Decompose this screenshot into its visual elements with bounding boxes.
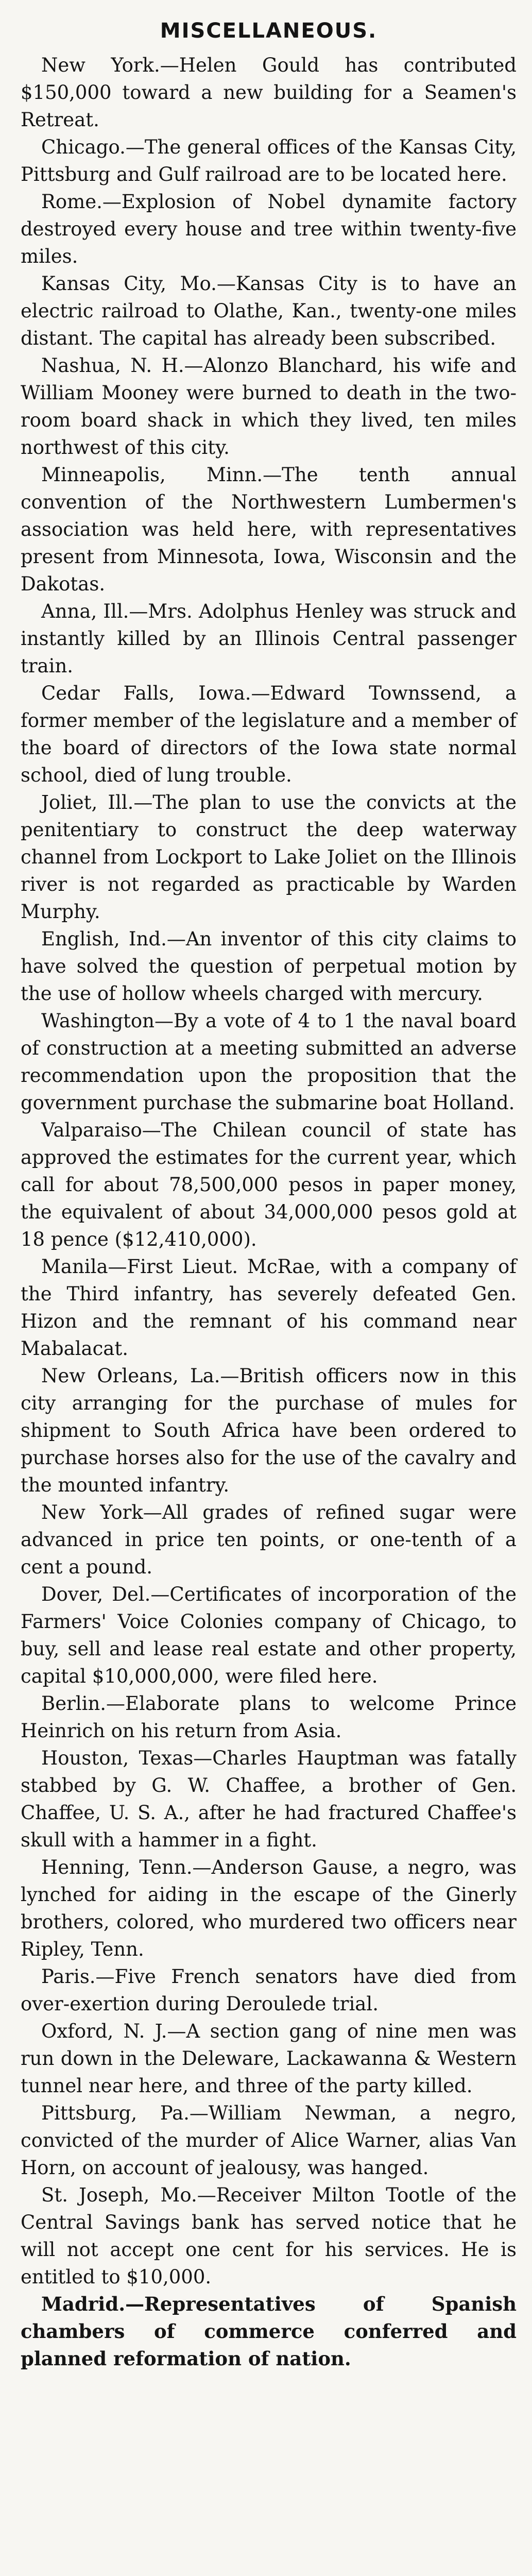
news-item: Joliet, Ill.—The plan to use the convicts at the penitentiary to construct the deep waterway channel from Lockport to Lake Joliet on the Illinois river is not regarded as practicable by Warden Murphy. [21, 791, 517, 923]
news-item: Houston, Texas—Charles Hauptman was fatally stabbed by G. W. Chaffee, a brother of Gen. Chaffee, U. S. A., after he had fractured Chaffee's skull with a hammer in a fight. [21, 1747, 517, 1851]
section-headline: MISCELLANEOUS. [160, 19, 377, 43]
news-item: Washington—By a vote of 4 to 1 the naval board of construction at a meeting submitted an adverse recommendation upon the proposition that the government purchase the submarine boat Holland. [21, 1010, 517, 1114]
news-item: Valparaiso—The Chilean council of state has approved the estimates for the current year, which call for about 78,500,000 pesos in paper money, the equivalent of about 34,000,000 pesos gold at 18 pence ($12,410,000). [21, 1119, 517, 1250]
news-item: Madrid.—Representatives of Spanish chambers of commerce conferred and planned reformation of nation. [21, 2293, 517, 2370]
news-item-list [21, 52, 517, 2372]
news-item: New York.—Helen Gould has contributed $150,000 toward a new building for a Seamen's Retreat. [21, 54, 517, 131]
news-item: Anna, Ill.—Mrs. Adolphus Henley was struck and instantly killed by an Illinois Central passenger train. [21, 600, 517, 677]
news-item: Kansas City, Mo.—Kansas City is to have an electric railroad to Olathe, Kan., twenty-one miles distant. The capital has already been subscribed. [21, 273, 517, 349]
news-item: Manila—First Lieut. McRae, with a company of the Third infantry, has severely defeated Gen. Hizon and the remnant of his command near Mabalacat. [21, 1256, 517, 1360]
news-item: New Orleans, La.—British officers now in this city arranging for the purchase of mules for shipment to South Africa have been ordered to purchase horses also for the use of the cavalry and the mounted infantry. [21, 1365, 517, 1496]
news-item: Henning, Tenn.—Anderson Gause, a negro, was lynched for aiding in the escape of the Ginerly brothers, colored, who murdered two officers near Ripley, Tenn. [21, 1856, 517, 1960]
news-item: English, Ind.—An inventor of this city claims to have solved the question of perpetual motion by the use of hollow wheels charged with mercury. [21, 928, 517, 1005]
news-item: Dover, Del.—Certificates of incorporation of the Farmers' Voice Colonies company of Chicago, to buy, sell and lease real estate and other property, capital $10,000,000, were filed here. [21, 1583, 517, 1687]
news-item: Nashua, N. H.—Alonzo Blanchard, his wife and William Mooney were burned to death in the two-room board shack in which they lived, ten miles northwest of this city. [21, 354, 517, 459]
news-item: Oxford, N. J.—A section gang of nine men was run down in the Deleware, Lackawanna & Western tunnel near here, and three of the party killed. [21, 2020, 517, 2097]
news-item: Rome.—Explosion of Nobel dynamite factory destroyed every house and tree within twenty-five miles. [21, 191, 517, 267]
news-item: Minneapolis, Minn.—The tenth annual convention of the Northwestern Lumbermen's association was held here, with representatives present from Minnesota, Iowa, Wisconsin and the Dakotas. [21, 464, 517, 595]
news-item: Cedar Falls, Iowa.—Edward Townssend, a former member of the legislature and a member of the board of directors of the Iowa state normal school, died of lung trouble. [21, 682, 517, 786]
news-item: Chicago.—The general offices of the Kansas City, Pittsburg and Gulf railroad are to be located here. [21, 136, 517, 185]
news-item: New York—All grades of refined sugar were advanced in price ten points, or one-tenth of a cent a pound. [21, 1501, 517, 1578]
news-item: Berlin.—Elaborate plans to welcome Prince Heinrich on his return from Asia. [21, 1692, 517, 1742]
news-item: Pittsburg, Pa.—William Newman, a negro, convicted of the murder of Alice Warner, alias Van Horn, on account of jealousy, was hanged. [21, 2102, 517, 2179]
news-item: Paris.—Five French senators have died from over-exertion during Deroulede trial. [21, 1965, 517, 2015]
news-item: St. Joseph, Mo.—Receiver Milton Tootle of the Central Savings bank has served notice that he will not accept one cent for his services. He is entitled to $10,000. [21, 2184, 517, 2288]
